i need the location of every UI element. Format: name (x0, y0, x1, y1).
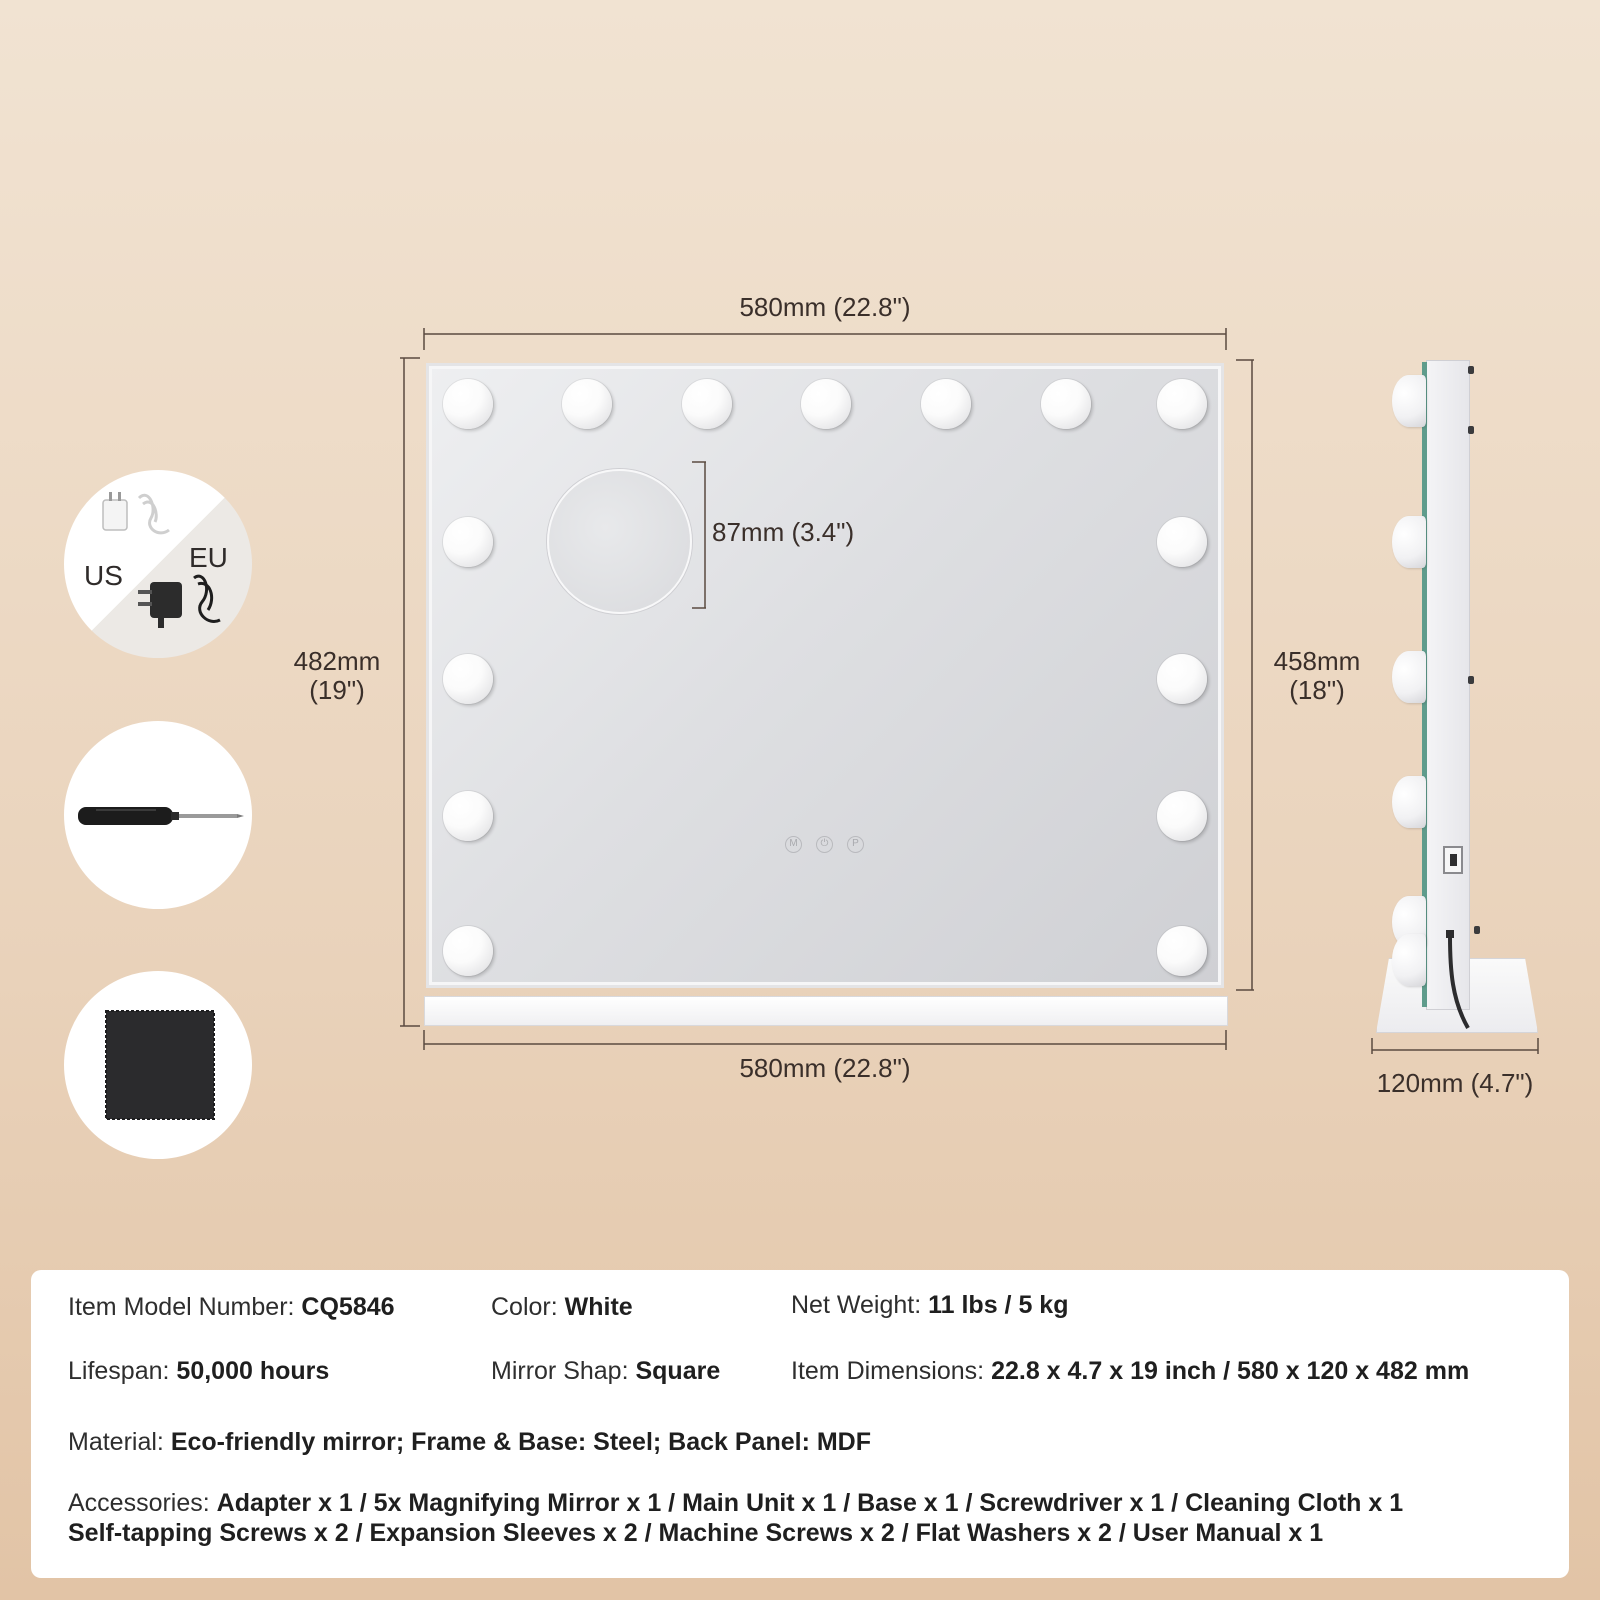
bulb (1157, 517, 1207, 567)
spec-item-dimensions (791, 1356, 1469, 1386)
usb-port-icon (1443, 846, 1463, 874)
left-dimension-line (400, 356, 424, 1028)
spec-accessories-key: Accessories: (68, 1489, 217, 1517)
spec-weight (791, 1290, 1068, 1320)
adapter-accessory (64, 470, 252, 658)
bottom-dimension-line (420, 1028, 1230, 1052)
spec-accessories-line2: Self-tapping Screws x 2 / Expansion Sleeves x 2 / Machine Screws x 2 / Flat Washers x 2 / User Manual x 1 (68, 1519, 1324, 1547)
spec-model-value: CQ5846 (301, 1293, 395, 1321)
spec-material-key: Material: (68, 1428, 171, 1456)
spec-shape (491, 1356, 720, 1386)
top-dimension-line (420, 328, 1230, 352)
side-bulb (1392, 934, 1426, 986)
spec-item-dimensions-key: Item Dimensions: (791, 1357, 992, 1385)
eu-adapter-icon (132, 570, 242, 630)
spec-accessories-line1: Adapter x 1 / 5x Magnifying Mirror x 1 / Main Unit x 1 / Base x 1 / Screwdriver x 1 / Cleaning Cloth x 1 (216, 1489, 1404, 1517)
right-dimension-line (1232, 358, 1256, 992)
bulb (1041, 379, 1091, 429)
side-bulb (1392, 776, 1426, 828)
preset-touch-button[interactable]: P (847, 836, 864, 853)
bulb (1157, 791, 1207, 841)
mirror-glass (426, 363, 1224, 988)
bulb (1157, 654, 1207, 704)
top-width-label: 580mm (22.8") (739, 292, 911, 322)
back-knob (1468, 366, 1474, 374)
bulb (443, 517, 493, 567)
spec-model-key: Item Model Number: (68, 1293, 302, 1321)
back-knob (1468, 676, 1474, 684)
bulb (1157, 926, 1207, 976)
side-depth-dimension-line (1370, 1036, 1540, 1056)
right-height-in: (18") (1289, 675, 1345, 705)
spec-panel (31, 1270, 1569, 1578)
side-bulb (1392, 651, 1426, 703)
bulb (443, 926, 493, 976)
spec-accessories (68, 1488, 1403, 1518)
spec-material (68, 1427, 871, 1457)
power-cable-icon (1440, 930, 1480, 1030)
spec-item-dimensions-value: 22.8 x 4.7 x 19 inch / 580 x 120 x 482 mm (991, 1357, 1470, 1385)
spec-lifespan-key: Lifespan: (68, 1357, 177, 1385)
right-height-mm: 458mm (1273, 646, 1361, 676)
spec-weight-value: 11 lbs / 5 kg (928, 1291, 1069, 1319)
bulb (801, 379, 851, 429)
bulb (443, 654, 493, 704)
bulb (921, 379, 971, 429)
power-touch-button[interactable]: ⏻ (816, 836, 833, 853)
side-bulb (1392, 375, 1426, 427)
mirror-base (424, 996, 1228, 1026)
us-adapter-icon (99, 488, 189, 548)
cleaning-cloth-icon (104, 1009, 216, 1121)
cloth-accessory (64, 971, 252, 1159)
spec-color-key: Color: (491, 1293, 565, 1321)
side-view-frame (1426, 360, 1470, 1010)
bulb (1157, 379, 1207, 429)
screwdriver-icon (76, 803, 246, 829)
side-bulb (1392, 516, 1426, 568)
bulb (443, 379, 493, 429)
spec-material-value: Eco-friendly mirror; Frame & Base: Steel; Back Panel: MDF (170, 1428, 872, 1456)
mode-touch-button[interactable]: M (785, 836, 802, 853)
spec-lifespan (68, 1356, 329, 1386)
left-height-in: (19") (309, 675, 365, 705)
magnifier-diameter-label: 87mm (3.4") (712, 517, 855, 547)
spec-model (68, 1292, 395, 1322)
spec-color (491, 1292, 633, 1322)
magnifying-mirror (547, 469, 692, 614)
bulb (682, 379, 732, 429)
left-height-mm: 482mm (293, 646, 381, 676)
spec-lifespan-value: 50,000 hours (176, 1357, 330, 1385)
back-knob (1468, 426, 1474, 434)
spec-accessories-continued (68, 1518, 1323, 1548)
screwdriver-accessory (64, 721, 252, 909)
spec-shape-value: Square (635, 1357, 721, 1385)
bulb (443, 791, 493, 841)
eu-label: EU (189, 542, 228, 573)
spec-shape-key: Mirror Shap: (491, 1357, 636, 1385)
bottom-width-label: 580mm (22.8") (739, 1053, 911, 1083)
us-label: US (84, 560, 123, 591)
spec-color-value: White (564, 1293, 633, 1321)
spec-weight-key: Net Weight: (791, 1291, 929, 1319)
bulb (562, 379, 612, 429)
side-depth-label: 120mm (4.7") (1376, 1068, 1534, 1098)
magnifier-dimension-line (690, 460, 710, 610)
